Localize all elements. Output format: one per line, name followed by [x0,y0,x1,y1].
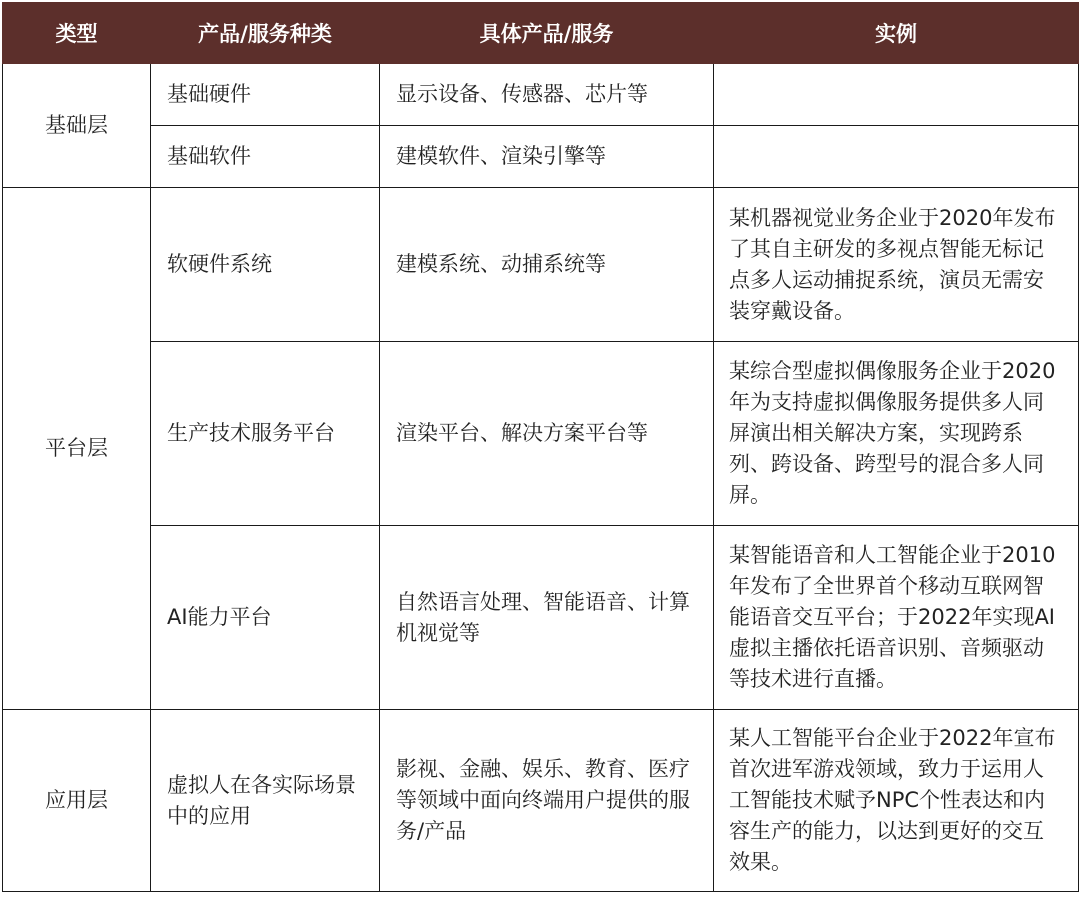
type-cell-application: 应用层 [3,710,151,892]
type-cell-platform: 平台层 [3,188,151,710]
service-cell: 显示设备、传感器、芯片等 [380,64,714,126]
table-row [3,188,1079,342]
header-specific-service: 具体产品/服务 [380,3,714,64]
product-cell: 基础硬件 [151,64,380,126]
table-row [3,64,1079,126]
service-cell: 影视、金融、娱乐、教育、医疗等领域中面向终端用户提供的服务/产品 [380,710,714,892]
industry-chain-table [2,2,1079,892]
table-row [3,342,1079,526]
service-cell: 建模软件、渲染引擎等 [380,126,714,188]
header-type: 类型 [3,3,151,64]
type-cell-foundation: 基础层 [3,64,151,188]
product-cell: 软硬件系统 [151,188,380,342]
service-cell: 建模系统、动捕系统等 [380,188,714,342]
header-example: 实例 [714,3,1079,64]
product-cell: 基础软件 [151,126,380,188]
header-row [3,3,1079,64]
table-row [3,710,1079,892]
service-cell: 渲染平台、解决方案平台等 [380,342,714,526]
product-cell: AI能力平台 [151,526,380,710]
example-cell: 某人工智能平台企业于2022年宣布首次进军游戏领域，致力于运用人工智能技术赋予NPC个性表达和内容生产的能力，以达到更好的交互效果。 [714,710,1079,892]
example-cell [714,64,1079,126]
example-cell: 某机器视觉业务企业于2020年发布了其自主研发的多视点智能无标记点多人运动捕捉系统，演员无需安装穿戴设备。 [714,188,1079,342]
example-cell: 某综合型虚拟偶像服务企业于2020年为支持虚拟偶像服务提供多人同屏演出相关解决方案，实现跨系列、跨设备、跨型号的混合多人同屏。 [714,342,1079,526]
product-cell: 生产技术服务平台 [151,342,380,526]
example-cell [714,126,1079,188]
example-cell: 某智能语音和人工智能企业于2010年发布了全世界首个移动互联网智能语音交互平台；于2022年实现AI虚拟主播依托语音识别、音频驱动等技术进行直播。 [714,526,1079,710]
table-row [3,526,1079,710]
table-row [3,126,1079,188]
service-cell: 自然语言处理、智能语音、计算机视觉等 [380,526,714,710]
product-cell: 虚拟人在各实际场景中的应用 [151,710,380,892]
header-product-category: 产品/服务种类 [151,3,380,64]
